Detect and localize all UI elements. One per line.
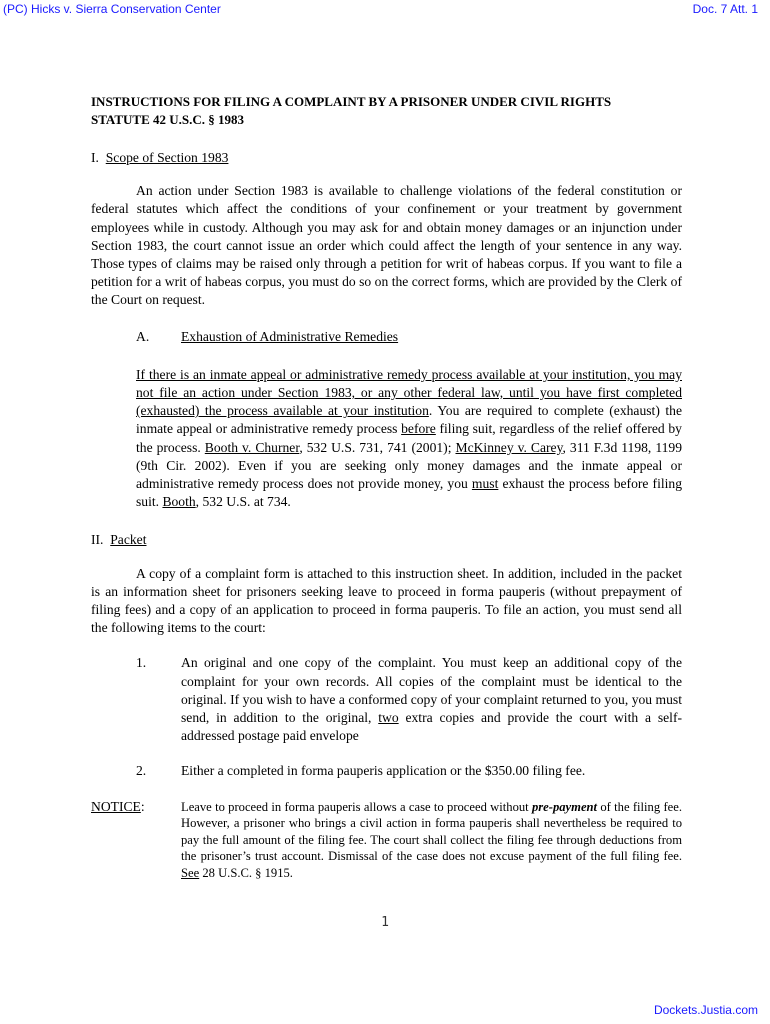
subsection-a-number: A. bbox=[136, 328, 150, 344]
case-title-header[interactable]: (PC) Hicks v. Sierra Conservation Center bbox=[3, 2, 221, 16]
title-line-1: INSTRUCTIONS FOR FILING A COMPLAINT BY A PRISONER UNDER CIVIL RIGHTS bbox=[91, 94, 612, 109]
item-number: 1. bbox=[136, 655, 147, 671]
notice-text bbox=[181, 799, 682, 882]
text-run: , 311 F.3d 1198, 1199 (9th Cir. 2002). Even if you are seeking only money damages and the inmate appeal or administrative remedy process does not provide money, you bbox=[136, 439, 683, 492]
text-run: filing suit, regardless of the relief offered by the process. bbox=[136, 421, 682, 455]
notice-label-text: NOTICE bbox=[91, 798, 141, 814]
case-citation: Booth v. Churner bbox=[204, 439, 300, 455]
text-run: . You are required to complete (exhaust) the inmate appeal or administrative remedy process bbox=[136, 403, 682, 437]
page-number: 1 bbox=[381, 915, 389, 930]
notice-block bbox=[91, 799, 682, 882]
exhaustion-rule: If there is an inmate appeal or administrative remedy process available at your institution, you may not file an action under Section 1983, or any other federal law, until you have first completed (exhausted) the process available at your institution bbox=[136, 366, 682, 419]
document-title bbox=[91, 93, 682, 129]
case-citation: McKinney v. Carey bbox=[455, 439, 563, 455]
subsection-a-title: Exhaustion of Administrative Remedies bbox=[181, 328, 399, 344]
text-run: , 532 U.S. at 734. bbox=[195, 494, 291, 510]
subsection-a-heading bbox=[136, 328, 682, 346]
doc-number-header[interactable]: Doc. 7 Att. 1 bbox=[692, 2, 758, 16]
item-text bbox=[181, 654, 682, 745]
emphasis-before: before bbox=[401, 421, 436, 437]
section-1-title: Scope of Section 1983 bbox=[105, 150, 229, 165]
see-signal: See bbox=[181, 865, 200, 880]
case-citation: Booth bbox=[162, 494, 196, 510]
section-1-number: I. bbox=[91, 150, 99, 165]
text-run: exhaust the process before filing suit. bbox=[136, 476, 682, 510]
section-2-title: Packet bbox=[110, 532, 147, 548]
title-line-2: STATUTE 42 U.S.C. § 1983 bbox=[91, 112, 245, 127]
text-run: , 532 U.S. 731, 741 (2001); bbox=[299, 439, 456, 455]
section-1-heading bbox=[91, 149, 682, 167]
text-run: Leave to proceed in forma pauperis allows a case to proceed without bbox=[181, 799, 532, 814]
text-run: 28 U.S.C. § 1915. bbox=[199, 865, 293, 880]
emphasis-two: two bbox=[378, 710, 399, 726]
section-2-paragraph: A copy of a complaint form is attached to this instruction sheet. In addition, included in the packet is an information sheet for prisoners seeking leave to proceed in forma pauperis (without prepayment of filing fees) and a copy of an application to proceed in forma pauperis. To file an action, you must send all the following items to the court: bbox=[91, 565, 682, 636]
item-text: Either a completed in forma pauperis application or the $350.00 filing fee. bbox=[181, 763, 586, 779]
document-body bbox=[91, 93, 682, 881]
emphasis-must: must bbox=[471, 476, 499, 492]
text-run: extra copies and provide the court with a self-addressed postage paid envelope bbox=[181, 710, 682, 744]
justia-footer-link[interactable]: Dockets.Justia.com bbox=[653, 1003, 758, 1017]
text-run: An original and one copy of the complaint. You must keep an additional copy of the complaint for your own records. All copies of the complaint must be identical to the original. If you wish to have a conformed copy of your complaint returned to you, you must send, in addition to the original, bbox=[181, 655, 682, 726]
section-1-paragraph: An action under Section 1983 is available to challenge violations of the federal constitution or federal statutes which affect the conditions of your confinement or your treatment by government employees while in custody. Although you may ask for and obtain money damages or an injunction under Section 1983, the court cannot issue an order which could affect the length of your sentence in any way. Those types of claims may be raised only through a petition for writ of habeas corpus. If you want to file a petition for a writ of habeas corpus, you must do so on the correct forms, which are provided by the Clerk of the Court on request. bbox=[91, 183, 682, 308]
text-run: of the filing fee. However, a prisoner who brings a civil action in forma pauperis shall nevertheless be required to pay the full amount of the filing fee. The court shall collect the filing fee through deductions from the prisoner’s trust account. Dismissal of the case does not excuse payment of the full filing fee. bbox=[181, 799, 682, 864]
packet-item-1 bbox=[91, 654, 682, 745]
notice-label bbox=[91, 799, 181, 882]
emphasis-pre-payment: pre-payment bbox=[531, 799, 598, 814]
packet-item-2 bbox=[91, 762, 682, 780]
item-number: 2. bbox=[136, 763, 147, 779]
notice-colon: : bbox=[140, 798, 145, 814]
subsection-a-paragraph bbox=[136, 366, 682, 512]
section-2-heading bbox=[91, 531, 682, 549]
section-2-number: II. bbox=[91, 532, 104, 548]
